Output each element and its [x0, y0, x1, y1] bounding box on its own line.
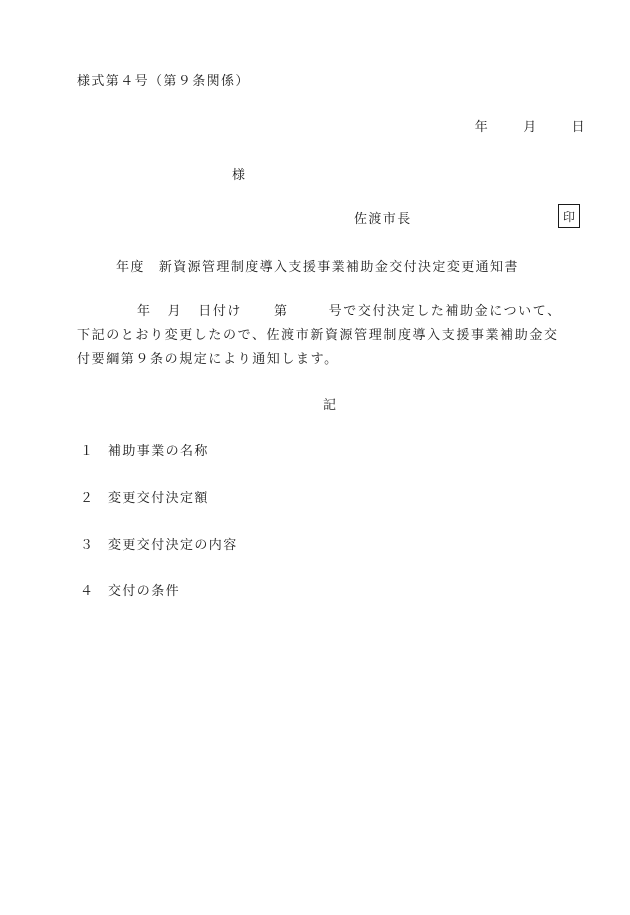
- item-label: 変更交付決定の内容: [108, 538, 238, 553]
- date-year: 年: [474, 120, 490, 135]
- body-line-3: 付要綱第９条の規定により通知します。: [77, 352, 339, 367]
- body-year: 年: [137, 304, 152, 319]
- body-dated: 日付け: [198, 304, 243, 319]
- item-number: ２: [80, 491, 95, 506]
- body-rest: 号で交付決定した補助金について、: [328, 304, 562, 319]
- list-item: [80, 580, 180, 599]
- ki-heading: 記: [323, 398, 338, 413]
- date-line: [475, 116, 586, 135]
- item-number: ４: [80, 584, 95, 599]
- title-text: 新資源管理制度導入支援事業補助金交付決定変更通知書: [158, 260, 519, 275]
- item-number: ３: [80, 538, 95, 553]
- list-item: [80, 487, 209, 506]
- document-title: [116, 256, 519, 275]
- body-line-1: [77, 300, 607, 324]
- list-item: [80, 440, 209, 459]
- body-paragraph: [77, 300, 607, 372]
- date-day: 日: [571, 120, 586, 135]
- seal-box: 印: [558, 204, 580, 228]
- date-month: 月: [523, 120, 538, 135]
- title-year: 年度: [116, 260, 145, 275]
- item-label: 交付の条件: [108, 584, 181, 599]
- body-line-2: 下記のとおり変更したので、佐渡市新資源管理制度導入支援事業補助金交: [77, 328, 559, 343]
- item-number: １: [80, 444, 95, 459]
- list-item: [80, 534, 238, 553]
- body-month: 月: [167, 304, 183, 319]
- addressee-suffix: 様: [232, 168, 247, 183]
- issuer: 佐渡市長: [354, 212, 412, 227]
- item-label: 変更交付決定額: [108, 491, 209, 506]
- body-number: 第: [274, 304, 289, 319]
- form-number: 様式第４号（第９条関係）: [77, 74, 250, 89]
- item-label: 補助事業の名称: [108, 444, 209, 459]
